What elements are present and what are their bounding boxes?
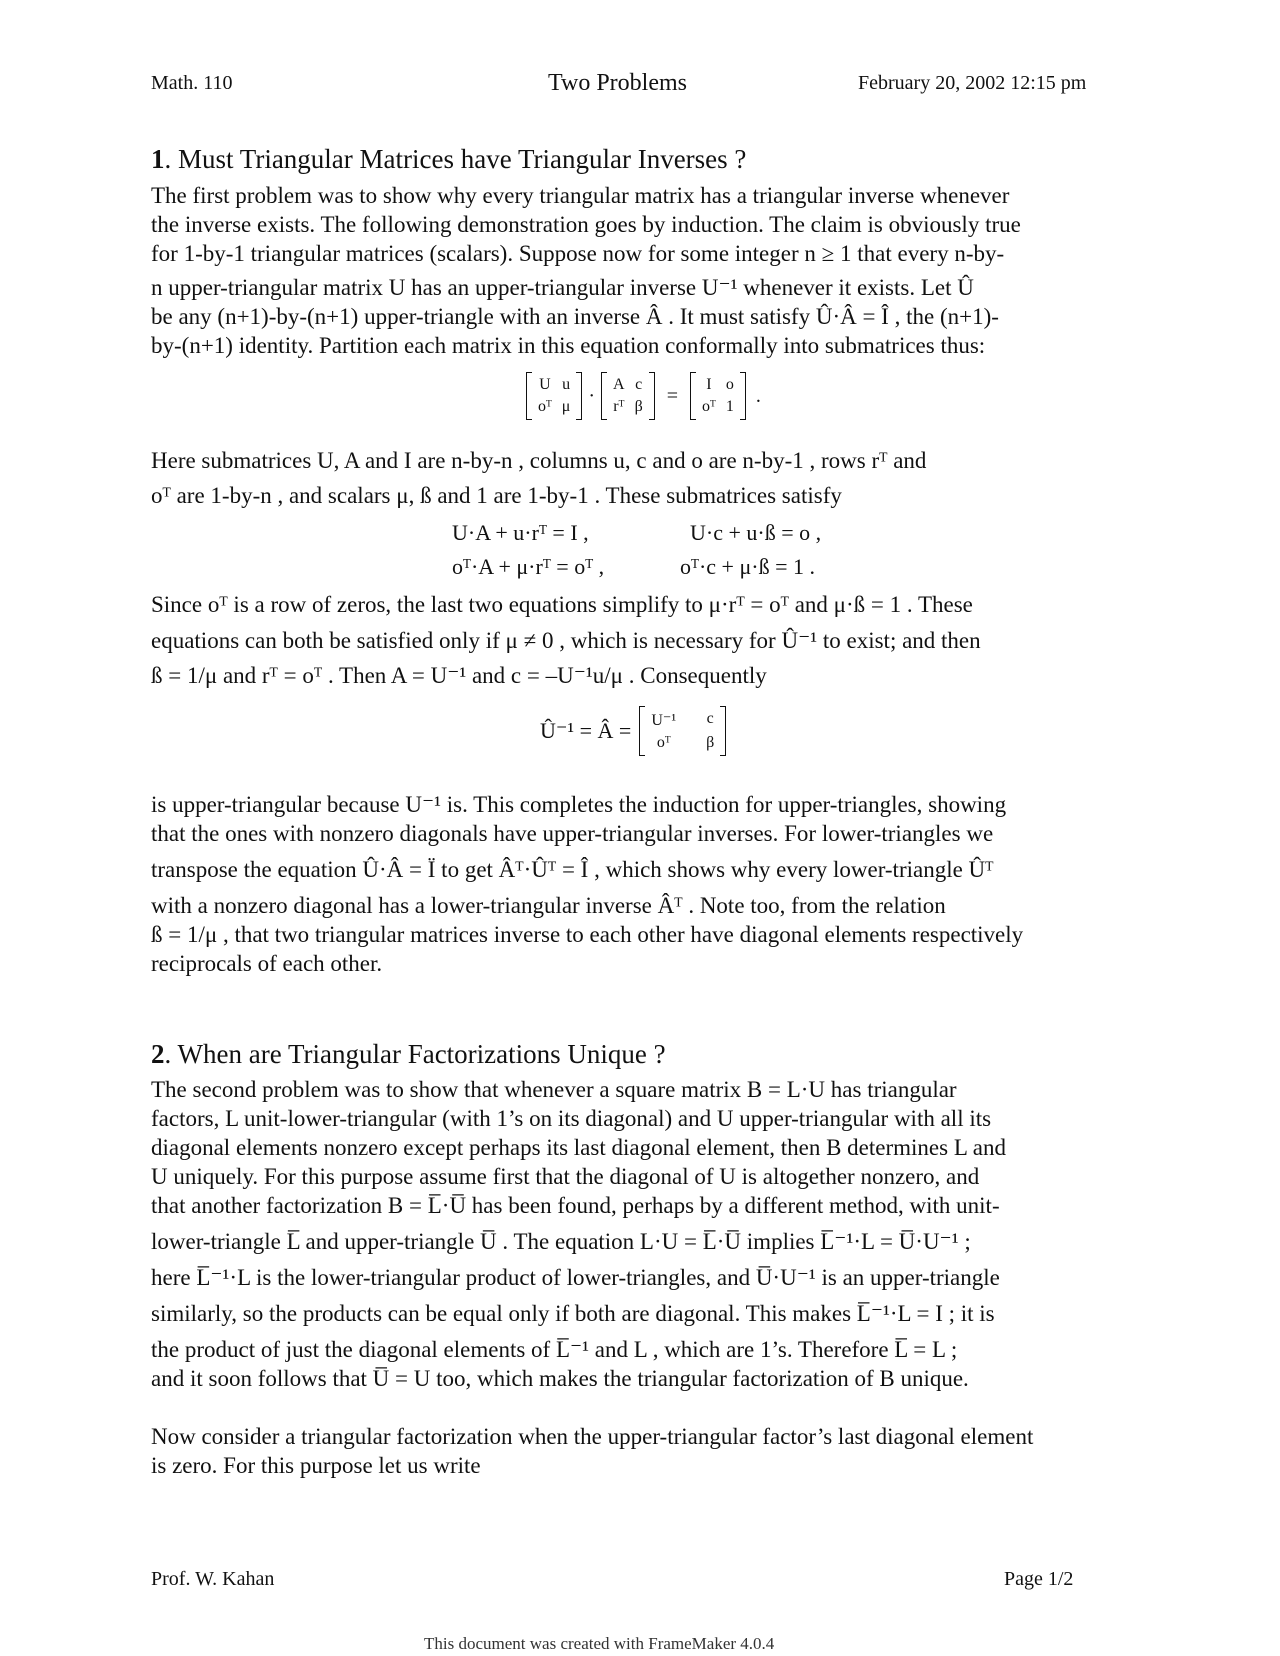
s1-p3-line: equations can both be satisfied only if μ ≠ 0 , which is necessary for Û⁻¹ to exist; and then <box>151 628 981 653</box>
s1-p1-line: by-(n+1) identity. Partition each matrix in this equation conformally into submatrices thus: <box>151 333 986 358</box>
matrix-cell: u <box>562 376 571 393</box>
s1-p3-line: ß = 1/μ and rᵀ = oᵀ . Then A = U⁻¹ and c = –U⁻¹u/μ . Consequently <box>151 663 767 688</box>
equation-oc: oᵀ·c + μ·ß = 1 . <box>680 554 815 579</box>
matrix-inverse <box>639 706 726 756</box>
matrix-u-hat <box>526 372 582 420</box>
section-2-heading: 2. When are Triangular Factorizations Unique ? <box>151 1039 666 1069</box>
matrix-cell: I <box>706 376 712 393</box>
matrix-cell: rᵀ <box>613 398 625 415</box>
s2-p2-line: Now consider a triangular factorization when the upper-triangular factor’s last diagonal element <box>151 1424 1034 1449</box>
period: . <box>755 384 761 407</box>
footer-author: Prof. W. Kahan <box>151 1568 275 1590</box>
s2-p1-line: factors, L unit-lower-triangular (with 1’s on its diagonal) and U upper-triangular with all its <box>151 1106 992 1131</box>
s2-p1-line: that another factorization B = L̅·U̅ has been found, perhaps by a different method, with unit- <box>151 1193 1000 1218</box>
s1-p1-line: The first problem was to show why every triangular matrix has a triangular inverse whenever <box>151 183 1010 208</box>
matrix-identity <box>690 372 746 420</box>
equals-sign: = <box>666 384 679 407</box>
s1-p1-line: for 1-by-1 triangular matrices (scalars). Suppose now for some integer n ≥ 1 that every n-by- <box>151 241 1005 266</box>
matrix-cell: oᵀ <box>538 398 552 415</box>
matrix-cell: oᵀ <box>702 398 716 415</box>
s2-p1-line: U uniquely. For this purpose assume first that the diagonal of U is altogether nonzero, and <box>151 1164 980 1189</box>
s1-p4-line: ß = 1/μ , that two triangular matrices inverse to each other have diagonal elements respectively <box>151 922 1024 947</box>
s1-p1-line: the inverse exists. The following demonstration goes by induction. The claim is obviously true <box>151 212 1021 237</box>
section-2-title: When are Triangular Factorizations Unique ? <box>177 1039 666 1069</box>
s1-p4-line: is upper-triangular because U⁻¹ is. This completes the induction for upper-triangles, showing <box>151 792 1007 817</box>
s1-p2-line: Here submatrices U, A and I are n-by-n , columns u, c and o are n-by-1 , rows rᵀ and <box>151 448 927 473</box>
s2-p1-line: and it soon follows that U̅ = U too, which makes the triangular factorization of B unique. <box>151 1366 969 1391</box>
section-1-heading: 1. Must Triangular Matrices have Triangular Inverses ? <box>151 144 747 174</box>
section-2-number: 2 <box>151 1039 165 1069</box>
partition-equation <box>526 372 767 420</box>
matrix-cell: c <box>635 376 643 393</box>
footer-page-number: Page 1/2 <box>1004 1568 1074 1590</box>
matrix-cell: 1 <box>725 398 734 415</box>
page-title: Two Problems <box>548 70 687 96</box>
equation-uc: U·c + u·ß = o , <box>690 520 822 545</box>
s2-p1-line: lower-triangle L̅ and upper-triangle U̅ . The equation L·U = L̅·U̅ implies L̅⁻¹·L = U̅·U⁻¹ ; <box>151 1229 971 1254</box>
section-1-number: 1 <box>151 144 165 174</box>
s2-p2-line: is zero. For this purpose let us write <box>151 1453 481 1478</box>
s1-p1-line: n upper-triangular matrix U has an upper-triangular inverse U⁻¹ whenever it exists. Let Û <box>151 275 974 300</box>
header-date: February 20, 2002 12:15 pm <box>858 72 1087 94</box>
matrix-a-hat <box>601 372 655 420</box>
matrix-cell: c <box>706 710 714 727</box>
matrix-cell: μ <box>561 398 571 415</box>
inverse-equation <box>540 706 726 756</box>
matrix-cell: A <box>613 376 625 393</box>
equation-ua: U·A + u·rᵀ = I , <box>452 520 589 545</box>
matrix-cell: U <box>539 376 551 393</box>
matrix-cell: o <box>725 376 734 393</box>
s1-p4-line: that the ones with nonzero diagonals have upper-triangular inverses. For lower-triangles we <box>151 821 994 846</box>
s1-p4-line: reciprocals of each other. <box>151 951 383 976</box>
s2-p1-line: similarly, so the products can be equal only if both are diagonal. This makes L̅⁻¹·L = I ; it is <box>151 1301 995 1326</box>
s1-p4-line: transpose the equation Û·Â = Ï to get Âᵀ·Ûᵀ = Î , which shows why every lower-triangle Ûᵀ <box>151 857 994 882</box>
framemaker-notice: This document was created with FrameMaker 4.0.4 <box>424 1634 775 1653</box>
s2-p1-line: the product of just the diagonal elements of L̅⁻¹ and L , which are 1’s. Therefore L̅ = L ; <box>151 1337 958 1362</box>
header-course: Math. 110 <box>151 72 233 94</box>
matrix-cell: β <box>634 398 643 415</box>
matrix-cell: U⁻¹ <box>651 712 677 729</box>
inverse-lhs: Û⁻¹ = Â = <box>540 718 632 743</box>
s1-p4-line: with a nonzero diagonal has a lower-triangular inverse Âᵀ . Note too, from the relation <box>151 893 946 918</box>
matrix-cell: oᵀ <box>656 734 671 751</box>
s2-p1-line: diagonal elements nonzero except perhaps its last diagonal element, then B determines L and <box>151 1135 1006 1160</box>
matrix-cell: β <box>706 734 715 751</box>
s1-p2-line: oᵀ are 1-by-n , and scalars μ, ß and 1 are 1-by-1 . These submatrices satisfy <box>151 483 842 508</box>
s1-p3-line: Since oᵀ is a row of zeros, the last two equations simplify to μ·rᵀ = oᵀ and μ·ß = 1 . These <box>151 592 973 617</box>
s1-p1-line: be any (n+1)-by-(n+1) upper-triangle with an inverse Â . It must satisfy Û·Â = Î , the (n+1)- <box>151 304 999 329</box>
s2-p1-line: The second problem was to show that whenever a square matrix B = L·U has triangular <box>151 1077 957 1102</box>
section-1-title: Must Triangular Matrices have Triangular Inverses ? <box>178 144 747 174</box>
dot-operator: · <box>588 384 596 407</box>
s2-p1-line: here L̅⁻¹·L is the lower-triangular product of lower-triangles, and U̅·U⁻¹ is an upper-triangle <box>151 1265 1000 1290</box>
equation-oa: oᵀ·A + μ·rᵀ = oᵀ , <box>452 554 605 579</box>
